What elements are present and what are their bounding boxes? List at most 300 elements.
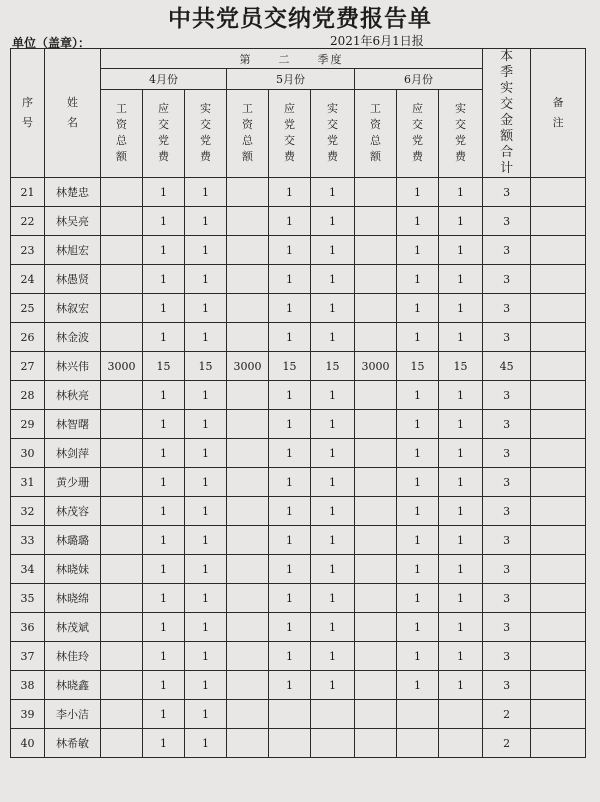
apr-paid-cell: 1 [185,555,227,584]
name-cell: 林佳玲 [45,642,101,671]
name-cell: 林愚贤 [45,265,101,294]
apr-due-cell: 1 [143,265,185,294]
table-row [11,642,586,671]
apr-due-cell: 1 [143,671,185,700]
may-due-cell: 1 [269,265,311,294]
jun-due-cell: 1 [397,207,439,236]
table-row [11,410,586,439]
remark-cell [531,381,586,410]
apr-paid-cell: 1 [185,671,227,700]
jun-paid-cell: 15 [439,352,483,381]
jun-due-cell: 1 [397,323,439,352]
jun-due-cell: 1 [397,613,439,642]
may-salary-cell [227,323,269,352]
apr-salary-cell [101,265,143,294]
table-row [11,700,586,729]
jun-paid-cell: 1 [439,613,483,642]
apr-due-cell: 1 [143,323,185,352]
header-salary-jun: 工 资 总 额 [355,89,397,177]
header-due-apr: 应 交 党 费 [143,89,185,177]
total-cell: 3 [483,381,531,410]
table-row [11,352,586,381]
unit-label: 单位（盖章）： [12,36,91,50]
seq-cell: 22 [11,207,45,236]
jun-due-cell [397,700,439,729]
may-salary-cell [227,207,269,236]
page-title: 中共党员交纳党费报告单 [168,5,432,32]
total-cell: 3 [483,265,531,294]
seq-cell: 28 [11,381,45,410]
apr-due-cell: 1 [143,642,185,671]
may-salary-cell: 3000 [227,352,269,381]
total-cell: 3 [483,555,531,584]
header-month-may: 5月份 [227,69,355,89]
may-salary-cell [227,265,269,294]
jun-due-cell: 1 [397,468,439,497]
apr-salary-cell [101,613,143,642]
total-cell: 3 [483,671,531,700]
may-paid-cell: 1 [311,178,355,207]
remark-cell [531,584,586,613]
apr-due-cell: 1 [143,700,185,729]
jun-salary-cell [355,381,397,410]
jun-paid-cell [439,700,483,729]
may-due-cell: 1 [269,323,311,352]
may-due-cell: 1 [269,642,311,671]
may-paid-cell: 1 [311,555,355,584]
name-cell: 林秋亮 [45,381,101,410]
apr-due-cell: 1 [143,729,185,758]
seq-cell: 24 [11,265,45,294]
header-paid-apr: 实 交 党 费 [185,89,227,177]
header-month-jun: 6月份 [355,69,483,89]
apr-salary-cell [101,236,143,265]
total-cell: 3 [483,323,531,352]
apr-salary-cell [101,729,143,758]
name-cell: 林剑萍 [45,439,101,468]
may-paid-cell [311,729,355,758]
jun-salary-cell [355,236,397,265]
apr-paid-cell: 1 [185,584,227,613]
seq-cell: 32 [11,497,45,526]
remark-cell [531,352,586,381]
name-cell: 林璐璐 [45,526,101,555]
may-due-cell: 1 [269,207,311,236]
remark-cell [531,526,586,555]
jun-paid-cell: 1 [439,671,483,700]
remark-cell [531,323,586,352]
total-cell: 3 [483,526,531,555]
remark-cell [531,410,586,439]
apr-due-cell: 15 [143,352,185,381]
name-cell: 黄少珊 [45,468,101,497]
jun-salary-cell [355,294,397,323]
total-cell: 2 [483,729,531,758]
jun-due-cell: 1 [397,584,439,613]
jun-salary-cell [355,642,397,671]
seq-cell: 27 [11,352,45,381]
jun-paid-cell: 1 [439,236,483,265]
remark-cell [531,729,586,758]
seq-cell: 30 [11,439,45,468]
seq-cell: 33 [11,526,45,555]
jun-paid-cell: 1 [439,323,483,352]
jun-salary-cell [355,265,397,294]
name-cell: 林叙宏 [45,294,101,323]
jun-paid-cell: 1 [439,526,483,555]
seq-cell: 37 [11,642,45,671]
table-row [11,671,586,700]
table-header [11,49,586,178]
may-paid-cell [311,700,355,729]
jun-due-cell: 1 [397,410,439,439]
jun-due-cell [397,729,439,758]
seq-cell: 31 [11,468,45,497]
may-due-cell: 1 [269,526,311,555]
report-date: 2021年6月1日报 [330,34,424,48]
apr-salary-cell [101,555,143,584]
may-paid-cell: 1 [311,294,355,323]
seq-cell: 36 [11,613,45,642]
jun-salary-cell [355,613,397,642]
apr-paid-cell: 15 [185,352,227,381]
remark-cell [531,700,586,729]
header-due-jun: 应 交 党 费 [397,89,439,177]
seq-cell: 26 [11,323,45,352]
table-body [11,178,586,758]
apr-salary-cell [101,642,143,671]
may-salary-cell [227,381,269,410]
jun-paid-cell: 1 [439,410,483,439]
remark-cell [531,468,586,497]
apr-due-cell: 1 [143,294,185,323]
apr-paid-cell: 1 [185,265,227,294]
apr-due-cell: 1 [143,207,185,236]
may-due-cell: 1 [269,381,311,410]
remark-cell [531,294,586,323]
apr-salary-cell [101,323,143,352]
may-due-cell: 1 [269,439,311,468]
may-due-cell: 1 [269,294,311,323]
may-paid-cell: 1 [311,410,355,439]
name-cell: 林晓绵 [45,584,101,613]
total-cell: 3 [483,584,531,613]
may-due-cell: 1 [269,497,311,526]
apr-salary-cell [101,584,143,613]
may-paid-cell: 1 [311,207,355,236]
may-paid-cell: 1 [311,526,355,555]
apr-paid-cell: 1 [185,381,227,410]
table-row [11,526,586,555]
may-paid-cell: 15 [311,352,355,381]
jun-paid-cell: 1 [439,439,483,468]
apr-salary-cell [101,497,143,526]
may-salary-cell [227,439,269,468]
may-paid-cell: 1 [311,613,355,642]
may-salary-cell [227,526,269,555]
remark-cell [531,613,586,642]
jun-salary-cell [355,729,397,758]
total-cell: 45 [483,352,531,381]
apr-salary-cell [101,526,143,555]
may-due-cell [269,729,311,758]
header-quarter: 第 二 季度 [101,49,483,69]
jun-due-cell: 1 [397,642,439,671]
seq-cell: 34 [11,555,45,584]
jun-salary-cell [355,671,397,700]
jun-salary-cell [355,178,397,207]
apr-paid-cell: 1 [185,729,227,758]
may-salary-cell [227,468,269,497]
total-cell: 3 [483,207,531,236]
seq-cell: 23 [11,236,45,265]
may-due-cell: 1 [269,468,311,497]
seq-cell: 40 [11,729,45,758]
apr-due-cell: 1 [143,526,185,555]
seq-cell: 35 [11,584,45,613]
jun-paid-cell: 1 [439,497,483,526]
apr-salary-cell [101,178,143,207]
may-salary-cell [227,700,269,729]
name-cell: 林智曙 [45,410,101,439]
table-row [11,207,586,236]
may-salary-cell [227,294,269,323]
apr-paid-cell: 1 [185,642,227,671]
table-row [11,468,586,497]
jun-salary-cell [355,439,397,468]
jun-salary-cell: 3000 [355,352,397,381]
apr-salary-cell [101,381,143,410]
table-row [11,294,586,323]
apr-paid-cell: 1 [185,700,227,729]
jun-paid-cell: 1 [439,555,483,584]
name-cell: 林茂斌 [45,613,101,642]
may-due-cell: 15 [269,352,311,381]
apr-salary-cell [101,468,143,497]
name-cell: 林希敏 [45,729,101,758]
remark-cell [531,265,586,294]
may-paid-cell: 1 [311,323,355,352]
apr-paid-cell: 1 [185,468,227,497]
total-cell: 3 [483,642,531,671]
jun-paid-cell: 1 [439,381,483,410]
apr-paid-cell: 1 [185,178,227,207]
remark-cell [531,236,586,265]
name-cell: 林金波 [45,323,101,352]
apr-due-cell: 1 [143,468,185,497]
may-due-cell: 1 [269,584,311,613]
jun-due-cell: 1 [397,265,439,294]
apr-salary-cell [101,294,143,323]
jun-due-cell: 1 [397,555,439,584]
apr-due-cell: 1 [143,584,185,613]
apr-due-cell: 1 [143,381,185,410]
table-row [11,236,586,265]
jun-salary-cell [355,323,397,352]
table-row [11,439,586,468]
total-cell: 3 [483,294,531,323]
may-paid-cell: 1 [311,381,355,410]
total-cell: 3 [483,613,531,642]
jun-paid-cell: 1 [439,207,483,236]
table-row [11,497,586,526]
remark-cell [531,555,586,584]
name-cell: 林楚忠 [45,178,101,207]
may-salary-cell [227,410,269,439]
jun-salary-cell [355,468,397,497]
seq-cell: 38 [11,671,45,700]
may-salary-cell [227,671,269,700]
apr-salary-cell [101,439,143,468]
may-due-cell [269,700,311,729]
apr-salary-cell [101,410,143,439]
jun-paid-cell: 1 [439,294,483,323]
apr-paid-cell: 1 [185,294,227,323]
header-seq: 序 号 [11,49,45,178]
name-cell: 林吴亮 [45,207,101,236]
header-name: 姓 名 [45,49,101,178]
may-due-cell: 1 [269,613,311,642]
may-paid-cell: 1 [311,671,355,700]
may-salary-cell [227,555,269,584]
jun-paid-cell [439,729,483,758]
apr-paid-cell: 1 [185,526,227,555]
jun-due-cell: 1 [397,178,439,207]
may-salary-cell [227,497,269,526]
jun-due-cell: 1 [397,526,439,555]
may-salary-cell [227,178,269,207]
may-paid-cell: 1 [311,584,355,613]
jun-salary-cell [355,526,397,555]
may-paid-cell: 1 [311,265,355,294]
may-paid-cell: 1 [311,497,355,526]
seq-cell: 39 [11,700,45,729]
apr-salary-cell: 3000 [101,352,143,381]
apr-salary-cell [101,207,143,236]
may-paid-cell: 1 [311,468,355,497]
may-salary-cell [227,584,269,613]
may-paid-cell: 1 [311,236,355,265]
jun-paid-cell: 1 [439,642,483,671]
remark-cell [531,207,586,236]
remark-cell [531,642,586,671]
may-due-cell: 1 [269,236,311,265]
jun-salary-cell [355,700,397,729]
jun-due-cell: 1 [397,381,439,410]
table-row [11,323,586,352]
header-paid-may: 实 交 党 费 [311,89,355,177]
apr-paid-cell: 1 [185,497,227,526]
apr-due-cell: 1 [143,178,185,207]
table-row [11,265,586,294]
total-cell: 3 [483,178,531,207]
total-cell: 3 [483,236,531,265]
apr-salary-cell [101,700,143,729]
header-paid-jun: 实 交 党 费 [439,89,483,177]
apr-due-cell: 1 [143,236,185,265]
may-salary-cell [227,236,269,265]
header-salary-may: 工 资 总 额 [227,89,269,177]
jun-due-cell: 1 [397,294,439,323]
name-cell: 林旭宏 [45,236,101,265]
jun-due-cell: 1 [397,439,439,468]
apr-paid-cell: 1 [185,410,227,439]
seq-cell: 25 [11,294,45,323]
seq-cell: 21 [11,178,45,207]
total-cell: 3 [483,497,531,526]
jun-salary-cell [355,584,397,613]
may-salary-cell [227,642,269,671]
may-due-cell: 1 [269,671,311,700]
jun-salary-cell [355,410,397,439]
total-cell: 3 [483,410,531,439]
apr-paid-cell: 1 [185,207,227,236]
may-paid-cell: 1 [311,642,355,671]
jun-due-cell: 15 [397,352,439,381]
jun-salary-cell [355,497,397,526]
table-row [11,555,586,584]
header-due-may: 应 党 交 费 [269,89,311,177]
apr-due-cell: 1 [143,439,185,468]
header-salary-apr: 工 资 总 额 [101,89,143,177]
table-row [11,178,586,207]
may-salary-cell [227,613,269,642]
apr-salary-cell [101,671,143,700]
jun-paid-cell: 1 [439,468,483,497]
name-cell: 林茂容 [45,497,101,526]
may-due-cell: 1 [269,178,311,207]
total-cell: 3 [483,439,531,468]
name-cell: 林兴伟 [45,352,101,381]
apr-paid-cell: 1 [185,439,227,468]
jun-due-cell: 1 [397,671,439,700]
may-paid-cell: 1 [311,439,355,468]
seq-cell: 29 [11,410,45,439]
apr-paid-cell: 1 [185,323,227,352]
apr-due-cell: 1 [143,613,185,642]
header-remark: 备 注 [531,49,586,178]
name-cell: 李小洁 [45,700,101,729]
apr-due-cell: 1 [143,497,185,526]
total-cell: 2 [483,700,531,729]
jun-due-cell: 1 [397,236,439,265]
apr-due-cell: 1 [143,410,185,439]
remark-cell [531,671,586,700]
header-quarter-total: 本 季 实 交 金 额 合 计 [483,49,531,178]
may-due-cell: 1 [269,555,311,584]
table-row [11,381,586,410]
may-salary-cell [227,729,269,758]
jun-due-cell: 1 [397,497,439,526]
name-cell: 林晓妹 [45,555,101,584]
may-due-cell: 1 [269,410,311,439]
table-row [11,729,586,758]
dues-table [10,48,586,758]
jun-paid-cell: 1 [439,584,483,613]
remark-cell [531,497,586,526]
jun-salary-cell [355,555,397,584]
name-cell: 林晓鑫 [45,671,101,700]
remark-cell [531,439,586,468]
table-row [11,613,586,642]
total-cell: 3 [483,468,531,497]
apr-due-cell: 1 [143,555,185,584]
apr-paid-cell: 1 [185,236,227,265]
header-month-apr: 4月份 [101,69,227,89]
table-row [11,584,586,613]
remark-cell [531,178,586,207]
apr-paid-cell: 1 [185,613,227,642]
